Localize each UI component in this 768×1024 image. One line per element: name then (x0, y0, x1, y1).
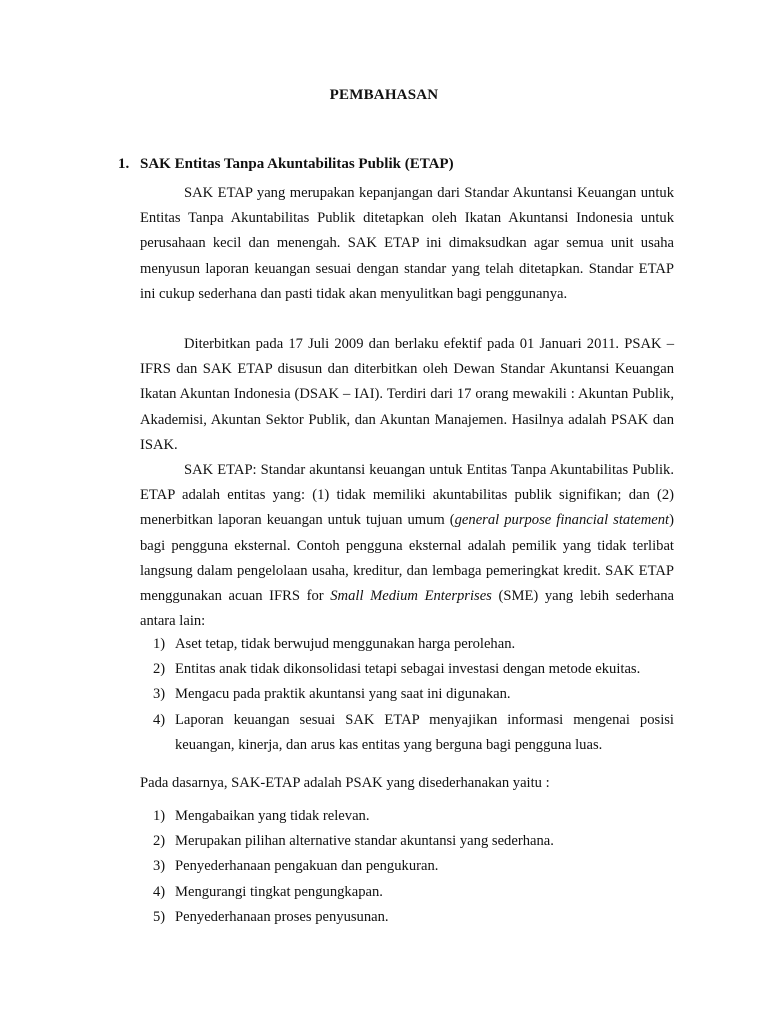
page-title: PEMBAHASAN (329, 87, 439, 103)
list-item-text: Penyederhanaan proses penyusunan. (175, 908, 389, 925)
list-item-number: 4) (153, 883, 166, 900)
list-item (140, 905, 674, 930)
list-item-text: Mengabaikan yang tidak relevan. (175, 808, 370, 824)
paragraph-etap-description (140, 458, 674, 634)
list-item-text: Mengurangi tingkat pengungkapan. (175, 883, 383, 900)
list-item (140, 880, 674, 905)
list-item-number: 1) (153, 636, 166, 652)
list-item-text: Mengacu pada praktik akuntansi yang saat ini digunakan. (175, 686, 511, 703)
list-item (140, 854, 674, 879)
italic-term: Small Medium Enterprises (330, 588, 492, 605)
numbered-list-simplifications (140, 804, 674, 930)
paragraph-summary-intro: Pada dasarnya, SAK-ETAP adalah PSAK yang disederhanakan yaitu : (140, 775, 550, 791)
list-item-text: Aset tetap, tidak berwujud menggunakan harga perolehan. (175, 636, 516, 652)
list-item (140, 829, 674, 854)
list-item (140, 682, 674, 707)
list-item-text: Merupakan pilihan alternative standar akuntansi yang sederhana. (175, 833, 554, 850)
paragraph-text: (SME) yang lebih sederhana antara lain: (140, 588, 675, 630)
section-number: 1. (118, 156, 130, 172)
list-item (140, 804, 674, 829)
paragraph-text: ) bagi pengguna eksternal. Contoh pengguna eksternal adalah pemilik yang tidak terlibat langsung dalam pengelolaan usaha, kreditur, dan lembaga pemeringkat kredit. SAK ETAP menggunakan acuan IFRS for (140, 512, 674, 605)
list-item-number: 5) (153, 908, 166, 925)
list-item (140, 632, 674, 657)
list-item-number: 4) (153, 711, 166, 728)
list-item-text: Penyederhanaan pengakuan dan pengukuran. (175, 858, 439, 875)
list-item-number: 3) (153, 686, 166, 703)
list-item-number: 2) (153, 833, 166, 850)
list-item-number: 2) (153, 661, 166, 678)
list-item-number: 1) (153, 808, 166, 824)
list-item (140, 708, 674, 758)
list-item-text: Laporan keuangan sesuai SAK ETAP menyajikan informasi mengenai posisi keuangan, kinerja, dan arus kas entitas yang berguna bagi pengguna luas. (175, 711, 674, 753)
paragraph-etap-history: Diterbitkan pada 17 Juli 2009 dan berlaku efektif pada 01 Januari 2011. PSAK – IFRS dan SAK ETAP disusun dan diterbitkan oleh Dewan Standar Akuntansi Keuangan Ikatan Akuntan Indonesia (DSAK – IAI). Terdiri dari 17 orang mewakili : Akuntan Publik, Akademisi, Akuntan Sektor Publik, dan Akuntan Manajemen. Hasilnya adalah PSAK dan ISAK. (140, 336, 674, 453)
numbered-list-characteristics (140, 632, 674, 758)
paragraph-text: SAK ETAP: Standar akuntansi keuangan untuk Entitas Tanpa Akuntabilitas Publik. ETAP adalah entitas yang: (1) tidak memiliki akuntabilitas publik signifikan; dan (2) menerbitkan laporan keuangan untuk tujuan umum ( (140, 462, 674, 529)
list-item-text: Entitas anak tidak dikonsolidasi tetapi sebagai investasi dengan metode ekuitas. (175, 661, 641, 678)
italic-term: general purpose financial statement (454, 512, 670, 529)
list-item (140, 657, 674, 682)
list-item-number: 3) (153, 858, 166, 875)
paragraph-etap-definition: SAK ETAP yang merupakan kepanjangan dari Standar Akuntansi Keuangan untuk Entitas Tanpa Akuntabilitas Publik ditetapkan oleh Ikatan Akuntansi Indonesia untuk perusahaan kecil dan menengah. SAK ETAP ini dimaksudkan agar semua unit usaha menyusun laporan keuangan sesuai dengan standar yang telah ditetapkan. Standar ETAP ini cukup sederhana dan pasti tidak akan menyulitkan bagi penggunanya. (140, 185, 674, 302)
section-title: SAK Entitas Tanpa Akuntabilitas Publik (ETAP) (140, 156, 454, 172)
